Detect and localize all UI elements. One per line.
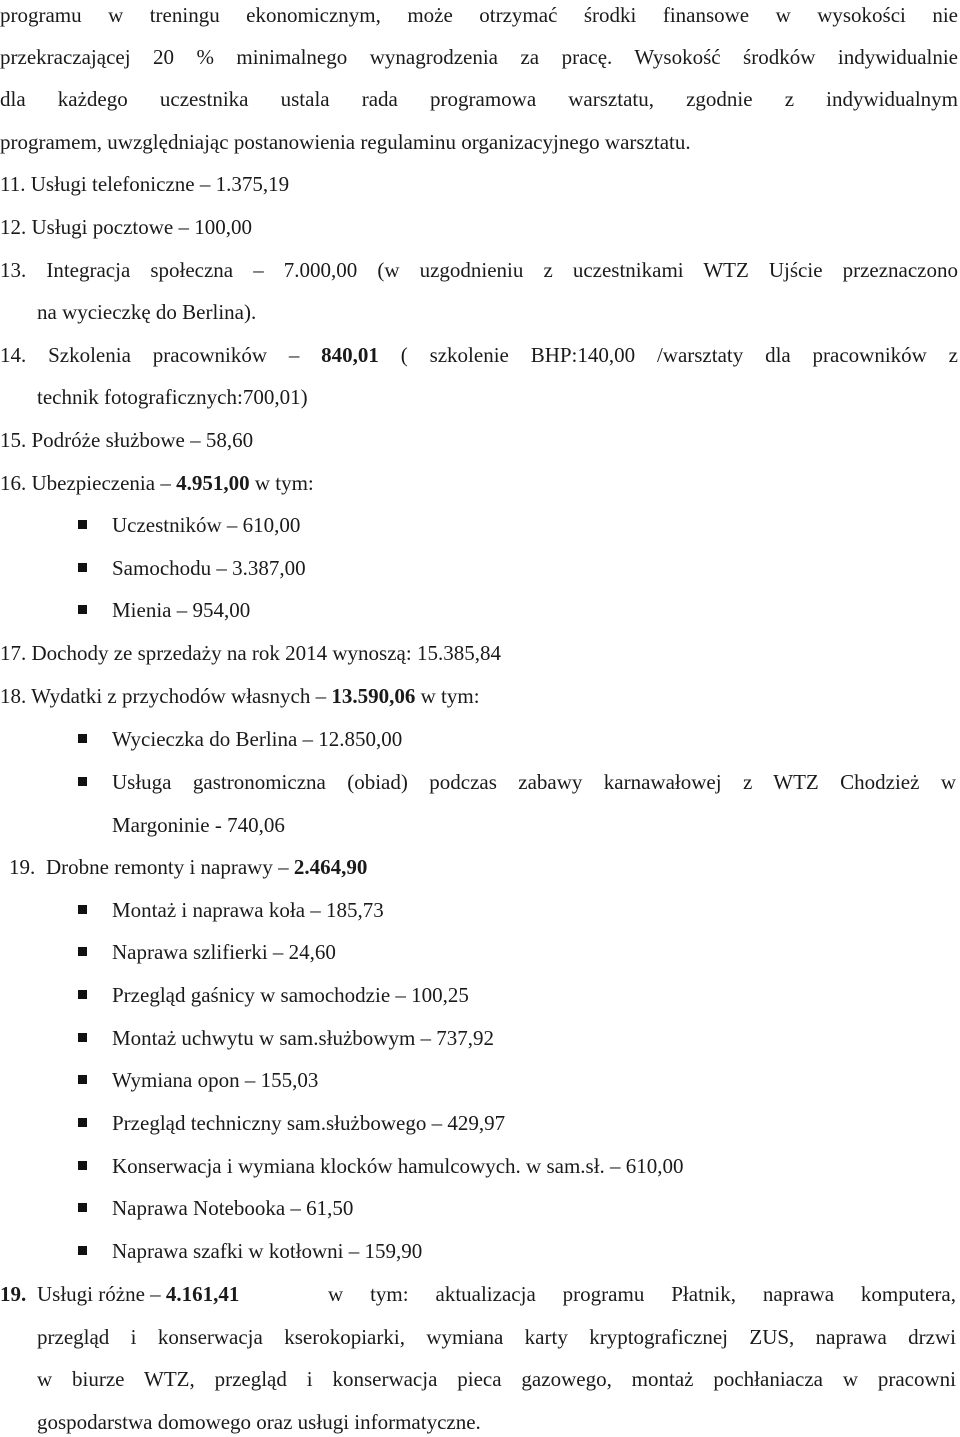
item-number: 12. — [0, 215, 27, 239]
sub-item — [0, 895, 958, 925]
item-text-cont: gospodarstwa domowego oraz usługi informatyczne. — [37, 1410, 481, 1434]
sub-item — [0, 767, 958, 797]
sub-item-text: Uczestników – 610,00 — [112, 513, 301, 537]
item-text-cont: przegląd i konserwacja kserokopiarki, wymiana karty kryptograficznej ZUS, naprawa drzwi — [37, 1325, 956, 1349]
item-text: Podróże służbowe – 58,60 — [31, 428, 254, 452]
list-item-18 — [0, 681, 958, 711]
sub-item — [0, 553, 958, 583]
item-text-post: ( szkolenie BHP:140,00 /warsztaty dla pracowników z — [378, 343, 958, 367]
bullet-square-icon — [78, 563, 87, 572]
list-item-19-services — [0, 1279, 958, 1309]
item-amount: 4.951,00 — [176, 471, 250, 495]
list-item-14 — [0, 340, 958, 370]
list-item-19-services-cont — [0, 1364, 958, 1394]
bullet-square-icon — [78, 947, 87, 956]
intro-line-1: programu w treningu ekonomicznym, może otrzymać środki finansowe w wysokości nie — [0, 3, 958, 27]
bullet-square-icon — [78, 1246, 87, 1255]
sub-item-text: Przegląd gaśnicy w samochodzie – 100,25 — [112, 983, 469, 1007]
intro-line-4: programem, uwzględniając postanowienia regulaminu organizacyjnego warsztatu. — [0, 130, 691, 154]
bullet-square-icon — [78, 1161, 87, 1170]
bullet-square-icon — [78, 1118, 87, 1127]
list-item-19-services-cont — [0, 1322, 958, 1352]
list-item-19-repairs — [0, 852, 958, 882]
sub-item-text: Mienia – 954,00 — [112, 598, 251, 622]
item-amount: 4.161,41 — [165, 1282, 240, 1306]
sub-item — [0, 1023, 958, 1053]
sub-item — [0, 1065, 958, 1095]
item-text: Usługi pocztowe – 100,00 — [31, 215, 252, 239]
item-text-cont: technik fotograficznych:700,01) — [37, 385, 308, 409]
list-item-16 — [0, 468, 958, 498]
sub-item-cont — [0, 810, 958, 840]
item-number: 11. — [0, 172, 26, 196]
item-amount: 840,01 — [321, 343, 379, 367]
item-amount: 2.464,90 — [293, 855, 368, 879]
bullet-square-icon — [78, 990, 87, 999]
item-text-pre: Wydatki z przychodów własnych – — [31, 684, 332, 708]
list-item-19-services-cont — [0, 1407, 958, 1437]
item-number: 19. — [0, 1282, 27, 1306]
list-item-17 — [0, 638, 958, 668]
sub-item — [0, 595, 958, 625]
sub-item — [0, 1108, 958, 1138]
intro-line-3: dla każdego uczestnika ustala rada programowa warsztatu, zgodnie z indywidualnym — [0, 87, 958, 111]
sub-item-text: Samochodu – 3.387,00 — [112, 556, 306, 580]
sub-item — [0, 1236, 958, 1266]
bullet-square-icon — [78, 605, 87, 614]
sub-item — [0, 980, 958, 1010]
bullet-square-icon — [78, 777, 87, 786]
sub-item — [0, 510, 958, 540]
item-number: 18. — [0, 684, 27, 708]
item-number: 17. — [0, 641, 27, 665]
item-text: Integracja społeczna – 7.000,00 (w uzgodnieniu z uczestnikami WTZ Ujście przeznaczono — [46, 258, 958, 282]
item-number: 16. — [0, 471, 27, 495]
item-text: Dochody ze sprzedaży na rok 2014 wynoszą: 15.385,84 — [31, 641, 501, 665]
item-amount: 13.590,06 — [331, 684, 416, 708]
list-item-13-cont — [0, 297, 958, 327]
item-text-pre: Szkolenia pracowników – — [48, 343, 322, 367]
sub-item — [0, 724, 958, 754]
sub-item-text: Wycieczka do Berlina – 12.850,00 — [112, 727, 403, 751]
item-number: 15. — [0, 428, 27, 452]
bullet-square-icon — [78, 734, 87, 743]
list-item-12 — [0, 212, 958, 242]
sub-item-text: Usługa gastronomiczna (obiad) podczas zabawy karnawałowej z WTZ Chodzież w — [112, 770, 956, 794]
item-text-post: w tym: aktualizacja programu Płatnik, naprawa komputera, — [328, 1282, 956, 1306]
sub-item-text: Wymiana opon – 155,03 — [112, 1068, 319, 1092]
sub-item-text: Przegląd techniczny sam.służbowego – 429,97 — [112, 1111, 506, 1135]
list-item-13 — [0, 255, 958, 285]
sub-item — [0, 937, 958, 967]
bullet-square-icon — [78, 1075, 87, 1084]
list-item-11 — [0, 169, 958, 199]
item-text-pre: Drobne remonty i naprawy – — [46, 855, 294, 879]
list-item-14-cont — [0, 382, 958, 412]
bullet-square-icon — [78, 520, 87, 529]
item-number: 19. — [9, 855, 36, 879]
bullet-square-icon — [78, 1203, 87, 1212]
item-text-pre: Ubezpieczenia – — [31, 471, 177, 495]
sub-item-text: Montaż i naprawa koła – 185,73 — [112, 898, 384, 922]
item-text-post: w tym: — [249, 471, 314, 495]
sub-item-text: Naprawa Notebooka – 61,50 — [112, 1196, 354, 1220]
bullet-square-icon — [78, 905, 87, 914]
sub-item — [0, 1151, 958, 1181]
item-text-pre: Usługi różne – — [37, 1282, 166, 1306]
item-text — [48, 343, 958, 367]
item-text-post: w tym: — [415, 684, 480, 708]
bullet-square-icon — [78, 1033, 87, 1042]
sub-item-text: Naprawa szlifierki – 24,60 — [112, 940, 336, 964]
list-item-15 — [0, 425, 958, 455]
sub-item — [0, 1193, 958, 1223]
item-number: 13. — [0, 258, 27, 282]
sub-item-text: Konserwacja i wymiana klocków hamulcowych. w sam.sł. – 610,00 — [112, 1154, 684, 1178]
intro-line-2: przekraczającej 20 % minimalnego wynagrodzenia za pracę. Wysokość środków indywidualnie — [0, 45, 958, 69]
sub-item-text-cont: Margoninie - 740,06 — [112, 813, 285, 837]
item-text-cont: na wycieczkę do Berlina). — [37, 300, 257, 324]
item-number: 14. — [0, 343, 27, 367]
item-text: Usługi telefoniczne – 1.375,19 — [30, 172, 290, 196]
item-text-cont: w biurze WTZ, przegląd i konserwacja pieca gazowego, montaż pochłaniacza w pracowni — [37, 1367, 956, 1391]
sub-item-text: Naprawa szafki w kotłowni – 159,90 — [112, 1239, 423, 1263]
sub-item-text: Montaż uchwytu w sam.służbowym – 737,92 — [112, 1026, 495, 1050]
